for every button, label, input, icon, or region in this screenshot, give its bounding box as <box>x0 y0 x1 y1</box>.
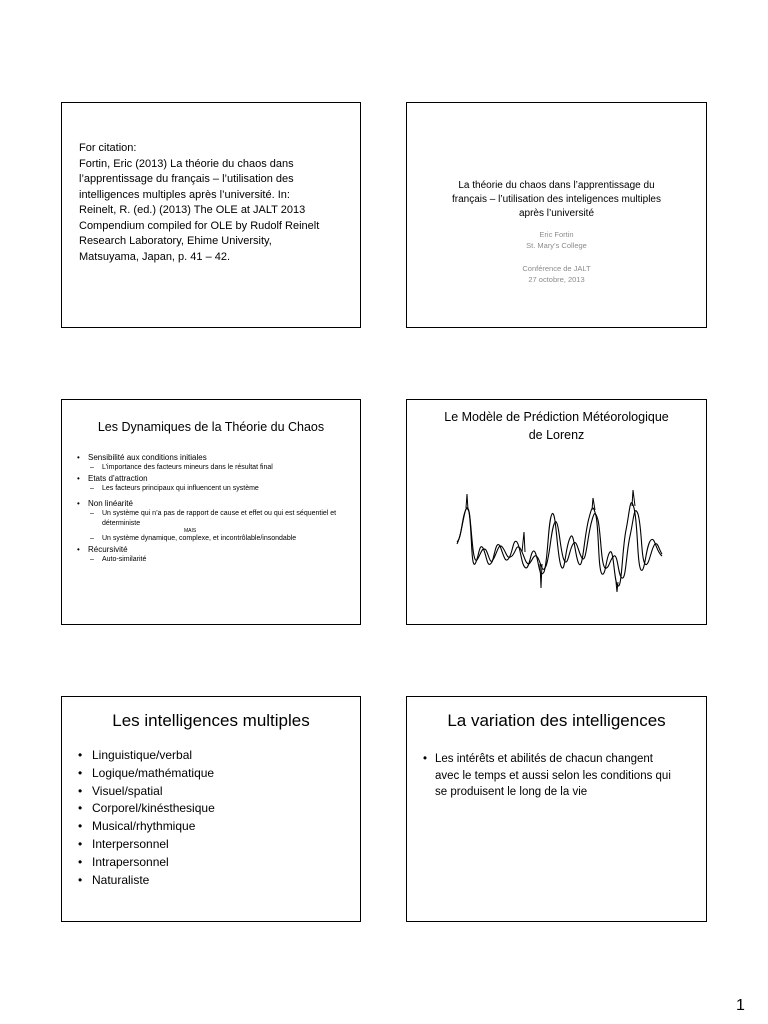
list-item: • Visuel/spatial <box>78 783 215 801</box>
slide-citation <box>61 102 361 328</box>
citation-line: For citation: <box>79 142 137 154</box>
slide-title <box>406 102 707 328</box>
mais-label: MAIS <box>184 528 197 534</box>
dynamics-list <box>76 452 354 564</box>
variation-bullet <box>423 751 698 801</box>
title-line: français – l’utilisation des inteligences multiples <box>452 194 661 205</box>
page-number: 1 <box>736 997 745 1014</box>
event-date: 27 octobre, 2013 <box>528 275 585 284</box>
slide-heading <box>407 408 706 444</box>
slide-heading: La variation des intelligences <box>447 711 666 730</box>
author-block <box>417 229 696 251</box>
author-affiliation: St. Mary’s College <box>526 241 587 250</box>
citation-line: Compendium compiled for OLE by Rudolf Reinelt <box>79 219 320 232</box>
slide-variation <box>406 696 707 922</box>
event-name: Conférence de JALT <box>522 264 591 273</box>
title-line: après l’université <box>518 208 595 219</box>
citation-line: Reinelt, R. (ed.) (2013) The OLE at JALT 2013 <box>79 204 306 216</box>
list-subitem: – Un système qui n’a pas de rapport de cause et effet ou qui est séquentiel et déterministe <box>76 509 354 528</box>
list-item: • Etats d’attraction <box>76 473 354 484</box>
slide-heading: Les intelligences multiples <box>112 711 310 730</box>
list-item: • Naturaliste <box>78 872 215 890</box>
list-item: • Logique/mathématique <box>78 765 215 783</box>
list-subitem: – Les facteurs principaux qui influencent un système <box>76 484 354 494</box>
bullet-line: Les intérêts et abilités de chacun changent <box>435 753 654 765</box>
citation-line: Fortin, Eric (2013) La théorie du chaos dans <box>79 157 294 170</box>
waveform-line-a <box>457 503 662 586</box>
heading-line: Le Modèle de Prédiction Météorologique <box>444 410 669 424</box>
lorenz-waveform-figure <box>452 460 667 600</box>
list-item: • Intrapersonnel <box>78 854 215 872</box>
slide-lorenz <box>406 399 707 625</box>
slide-heading: Les Dynamiques de la Théorie du Chaos <box>97 420 325 434</box>
citation-line: Matsuyama, Japan, p. 41 – 42. <box>79 250 231 263</box>
citation-text <box>79 141 353 265</box>
presentation-title <box>417 179 696 221</box>
list-item: • Linguistique/verbal <box>78 747 215 765</box>
list-subitem: – L’importance des facteurs mineurs dans le résultat final <box>76 463 354 473</box>
list-subitem: – Un système dynamique, complexe, et incontrôlable/insondable <box>76 534 354 544</box>
waveform-line-b <box>457 508 662 578</box>
bullet-line: avec le temps et aussi selon les conditions qui <box>435 769 671 782</box>
citation-line: Research Laboratory, Ehime University, <box>79 235 272 247</box>
author-name: Eric Fortin <box>539 230 574 239</box>
citation-line: intelligences multiples après l’université. In: <box>79 188 290 201</box>
list-item: • Corporel/kinésthesique <box>78 800 215 818</box>
bullet-dot: • <box>423 753 428 765</box>
list-item: • Non linéarité <box>76 498 354 509</box>
slide-intelligences <box>61 696 361 922</box>
list-item: • Sensibilité aux conditions initiales <box>76 452 354 463</box>
citation-line: l’apprentissage du français – l’utilisation des <box>79 173 294 185</box>
title-line: La théorie du chaos dans l’apprentissage du <box>458 180 655 191</box>
bullet-line: se produisent le long de la vie <box>435 786 588 798</box>
list-item: • Musical/rhythmique <box>78 818 215 836</box>
heading-line: de Lorenz <box>528 428 585 442</box>
list-item: • Interpersonnel <box>78 836 215 854</box>
intelligences-list <box>78 747 215 889</box>
list-item: • Récursivité <box>76 544 354 555</box>
slide-dynamics <box>61 399 361 625</box>
event-block <box>417 263 696 285</box>
list-subitem: – Auto-similarité <box>76 555 354 565</box>
